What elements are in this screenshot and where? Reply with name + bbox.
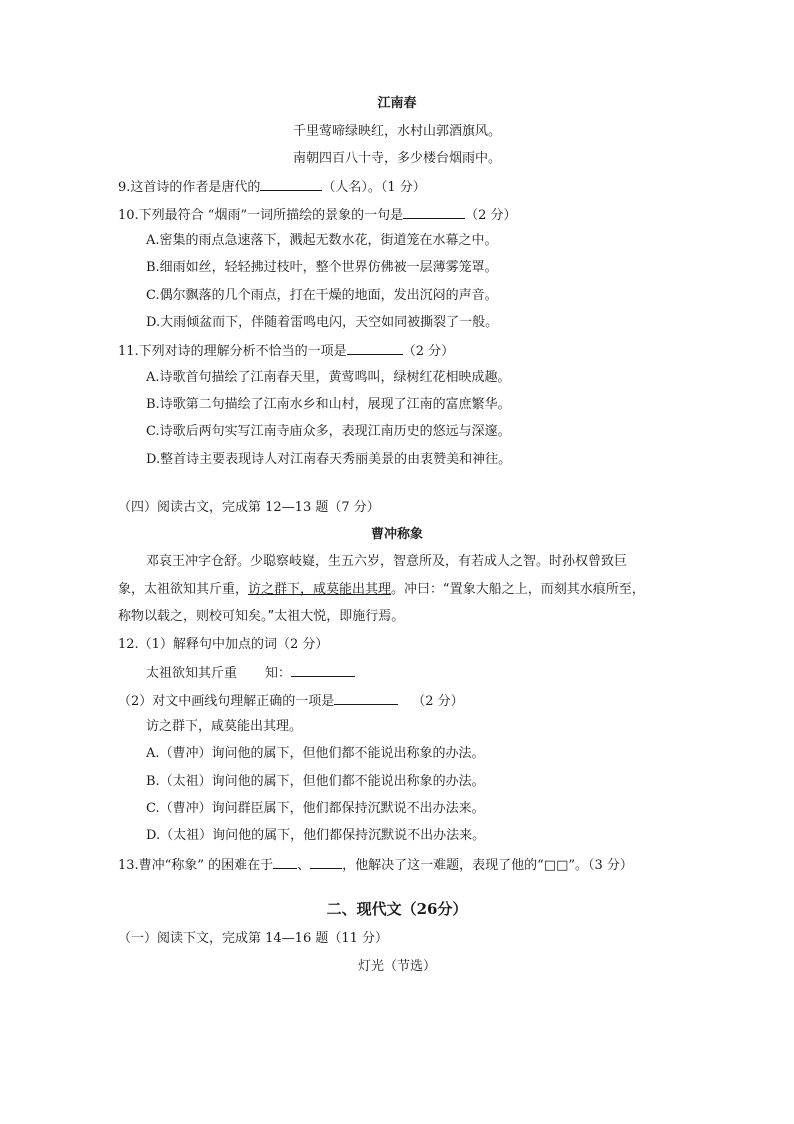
q12-sentence-text: 太祖欲知其斤重 [146, 666, 238, 681]
q9-text: 9.这首诗的作者是唐代的 [118, 180, 261, 195]
q11-stem: 11.下列对诗的理解分析不恰当的一项是 [118, 344, 347, 359]
poem-title: 江南春 [377, 96, 417, 111]
q12-sub2-answer-blank[interactable] [334, 692, 398, 705]
q10-stem: 10.下列最符合 “烟雨”一词所描绘的景象的一句是 [118, 208, 404, 223]
q12-answer-blank[interactable] [291, 664, 355, 677]
question-10 [118, 206, 517, 224]
passage-title: 曹冲称象 [370, 527, 423, 542]
text-title: 灯光（节选） [357, 959, 436, 974]
q13-middle: ，他解决了这一难题，表现了他的“ [342, 858, 544, 873]
q11-option-c: C.诗歌后两句实写江南寺庙众多，表现江南历史的悠远与深邃。 [146, 424, 511, 439]
q13-box-blanks[interactable]: □□ [543, 858, 569, 873]
q11-option-d: D.整首诗主要表现诗人对江南春天秀丽美景的由衷赞美和神往。 [146, 452, 512, 467]
q12-sub2-stem: （2）对文中画线句理解正确的一项是 [118, 694, 335, 709]
q12-sentence [146, 664, 355, 682]
q12-quote: 访之群下，咸莫能出其理。 [146, 719, 303, 734]
q12-sub2 [118, 692, 464, 710]
passage-line-2 [118, 582, 645, 598]
q13-separator: 、 [297, 858, 311, 873]
q12-option-d: D.（太祖）询问他的属下，他们都保持沉默说不出办法来。 [146, 828, 486, 843]
q9-answer-blank[interactable] [260, 178, 322, 191]
q13-blank-1[interactable] [273, 856, 297, 869]
poem-line-2: 南朝四百八十寺，多少楼台烟雨中。 [292, 151, 501, 166]
question-9 [118, 178, 426, 196]
passage-line-2-end: 。冲曰：“置象大船之上，而刻其水痕所至， [391, 582, 645, 597]
question-11 [118, 342, 454, 360]
q11-answer-blank[interactable] [347, 342, 403, 355]
passage-line-3: 称物以载之，则校可知矣。”太祖大悦，即施行焉。 [118, 609, 405, 624]
section-2-sub-heading: （一）阅读下文，完成第 14—16 题（11 分） [118, 931, 389, 946]
passage-line-2-start: 象，太祖欲知其斤重， [118, 582, 249, 597]
underlined-sentence: 访之群下，咸莫能出其理 [248, 582, 392, 597]
question-13 [118, 856, 633, 874]
q11-score: （2 分） [402, 344, 455, 359]
section-2-title: 二、现代文（26分） [326, 900, 468, 918]
passage-line-1: 邓哀王冲字仓舒。少聪察岐嶷，生五六岁，智意所及，有若成人之智。时孙权曾致巨 [146, 554, 628, 569]
q12-sub2-score: （2 分） [412, 694, 464, 709]
q13-blank-2[interactable] [310, 856, 342, 869]
q10-option-a: A.密集的雨点急速落下，溅起无数水花，街道笼在水幕之中。 [146, 233, 498, 248]
q9-score: （人名）。（1 分） [322, 180, 426, 195]
q10-answer-blank[interactable] [403, 206, 465, 219]
q12-option-c: C.（曹冲）询问群臣属下，他们都保持沉默说不出办法来。 [146, 801, 485, 816]
q13-score: ”。（3 分） [568, 858, 633, 873]
q11-option-a: A.诗歌首句描绘了江南春天里，黄莺鸣叫，绿树红花相映成趣。 [146, 370, 511, 385]
q12-option-b: B.（太祖）询问他的属下，但他们都不能说出称象的办法。 [146, 774, 485, 789]
q12-word-label: 知： [265, 666, 292, 681]
q10-option-d: D.大雨倾盆而下，伴随着雷鸣电闪，天空如同被撕裂了一般。 [146, 315, 499, 330]
q13-stem: 13.曹冲“称象” 的困难在于 [118, 858, 274, 873]
q10-score: （2 分） [465, 208, 517, 223]
part4-heading: （四）阅读古文，完成第 12—13 题（7 分） [118, 500, 380, 515]
q10-option-b: B.细雨如丝，轻轻拂过枝叶，整个世界仿佛被一层薄雾笼罩。 [146, 260, 498, 275]
q10-option-c: C.偶尔飘落的几个雨点，打在干燥的地面，发出沉闷的声音。 [146, 288, 498, 303]
poem-line-1: 千里莺啼绿映红，水村山郭酒旗风。 [292, 124, 501, 139]
q11-option-b: B.诗歌第二句描绘了江南水乡和山村，展现了江南的富庶繁华。 [146, 397, 511, 412]
question-12: 12.（1）解释句中加点的词（2 分） [118, 637, 329, 652]
q12-option-a: A.（曹冲）询问他的属下，但他们都不能说出称象的办法。 [146, 746, 485, 761]
